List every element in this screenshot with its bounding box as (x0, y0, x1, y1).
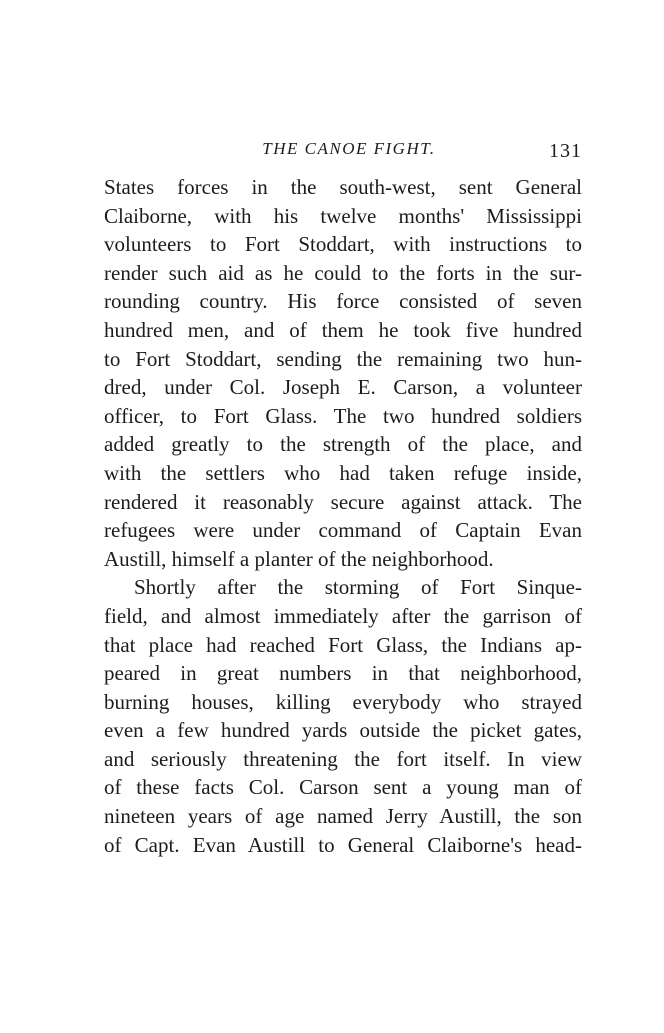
text-line: field, and almost immediately after the garrison of (104, 603, 582, 628)
text-line: peared in great numbers in that neighborhood, (104, 661, 582, 686)
text-line: rounding country. His force consisted of seven (104, 289, 582, 314)
text-line: dred, under Col. Joseph E. Carson, a volunteer (104, 375, 582, 400)
text-line: Claiborne, with his twelve months' Mississippi (104, 203, 582, 228)
text-line: and seriously threatening the fort itself. In view (104, 746, 582, 771)
text-line: nineteen years of age named Jerry Austill, the son (104, 804, 582, 829)
running-title: THE CANOE FIGHT. (262, 139, 436, 158)
text-line: volunteers to Fort Stoddart, with instructions to (104, 232, 582, 257)
page-number: 131 (549, 140, 582, 162)
text-line: States forces in the south-west, sent General (104, 175, 582, 199)
text-line: of these facts Col. Carson sent a young man of (104, 775, 582, 800)
running-head (104, 137, 582, 167)
paragraph-end-line: Austill, himself a planter of the neighborhood. (104, 546, 494, 571)
text-line: burning houses, killing everybody who strayed (104, 689, 582, 714)
text-line: rendered it reasonably secure against attack. The (104, 489, 582, 514)
text-line: added greatly to the strength of the place, and (104, 432, 582, 457)
text-line: even a few hundred yards outside the picket gates, (104, 718, 582, 743)
paragraph-start-line: Shortly after the storming of Fort Sinque- (134, 575, 582, 600)
text-line: of Capt. Evan Austill to General Claiborne's head- (104, 832, 582, 857)
text-line: that place had reached Fort Glass, the Indians ap- (104, 632, 582, 657)
text-line: hundred men, and of them he took five hundred (104, 317, 582, 342)
text-line: officer, to Fort Glass. The two hundred soldiers (104, 403, 582, 428)
text-line: refugees were under command of Captain Evan (104, 518, 582, 543)
text-line: to Fort Stoddart, sending the remaining two hun- (104, 346, 582, 371)
body-text (104, 173, 582, 859)
text-line: with the settlers who had taken refuge inside, (104, 460, 582, 485)
text-line: render such aid as he could to the forts in the sur- (104, 260, 582, 285)
